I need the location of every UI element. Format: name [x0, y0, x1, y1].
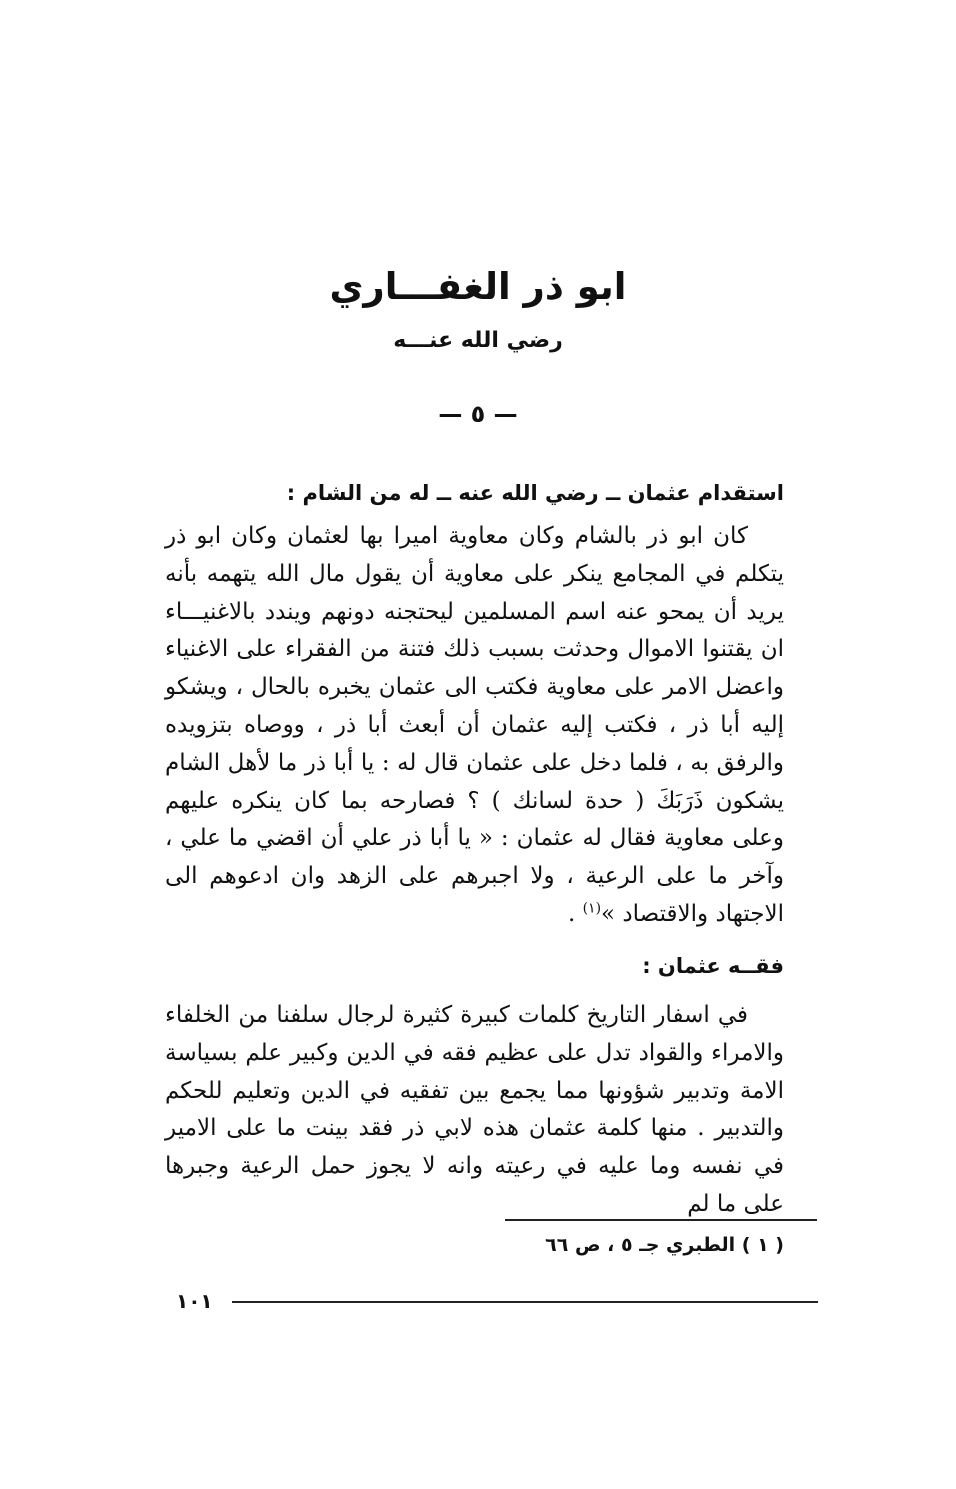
paragraph-1-end: . [567, 900, 583, 927]
chapter-marker: — ٥ — [438, 400, 518, 428]
footnote-reference: (١) [582, 900, 602, 917]
section-body-1 [165, 518, 784, 934]
section-heading-2: فقــه عثمان : [642, 954, 784, 978]
section-heading-1: استقدام عثمان ــ رضي الله عنه ــ له من الشام : [286, 481, 784, 505]
footnote: ( ١ ) الطبري جـ ٥ ، ص ٦٦ [545, 1234, 784, 1256]
page-subtitle: رضي الله عنـــه [393, 328, 563, 353]
paragraph-2: في اسفار التاريخ كلمات كبيرة كثيرة لرجال سلفنا من الخلفاء والامراء والقواد تدل على عظيم فقه في الدين وكبير علم بسياسة الامة وتدبير شؤونها مما يجمع بين تفقيه في الدين وتعليم للحكم والتدبير . منها كلمة عثمان هذه لابي ذر فقد بينت ما على الامير في نفسه وما عليه في رعيته وانه لا يجوز حمل الرعية وجبرها على ما لم [165, 1002, 784, 1217]
paragraph-1 [165, 518, 784, 934]
section-body-2 [165, 997, 784, 1224]
paragraph-1-text: كان ابو ذر بالشام وكان معاوية اميرا بها لعثمان وكان ابو ذر يتكلم في المجامع ينكر على معاوية أن يقول مال الله يتهمه بأنه يريد أن يمحو عنه اسم المسلمين ليحتجنه دونهم ويندد بالاغنيـــاء ان يقتنوا الاموال وحدثت بسبب ذلك فتنة من الفقراء على الاغنياء واعضل الامر على معاوية فكتب الى عثمان يخبره بالحال ، ويشكو إليه أبا ذر ، فكتب إليه عثمان أن أبعث أبا ذر ، ووصاه بتزويده والرفق به ، فلما دخل على عثمان قال له : يا أبا ذر ما لأهل الشام يشكون ذَرَبَكَ ( حدة لسانك ) ؟ فصارحه بما كان ينكره عليهم وعلى معاوية فقال له عثمان : « يا أبا ذر علي أن اقضي ما علي ، وآخر ما على الرعية ، ولا اجبرهم على الزهد وان ادعوهم الى الاجتهاد والاقتصاد » [165, 523, 784, 927]
page-footer-divider [232, 1301, 818, 1303]
page-number: ١٠١ [176, 1289, 213, 1313]
footnote-divider [505, 1219, 817, 1221]
page-title: ابو ذر الغفـــاري [329, 265, 627, 308]
